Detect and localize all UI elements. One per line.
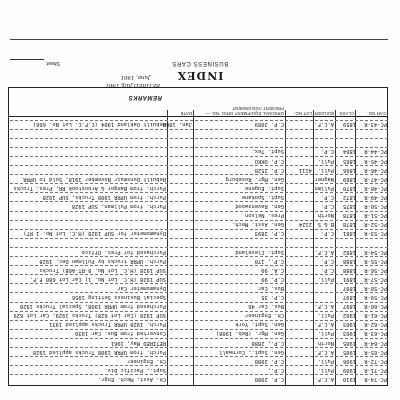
- cell-original-equipment: C.P. OKKO: [254, 157, 284, 164]
- cell-builder: A.C.F.: [314, 303, 334, 310]
- cell-original-equipment: Bus. Car: [258, 285, 284, 291]
- cell-builder: North: [317, 212, 334, 219]
- cell-original-equipment: C.P., 2880: [251, 339, 284, 346]
- cell-remarks: Dynamometer Car: [117, 285, 166, 291]
- cell-builder: Pull.: [317, 312, 334, 319]
- cell-remarks: Ch. Asst. Mech. Engr.: [97, 376, 166, 382]
- cell-builder: Pull.: [317, 275, 334, 282]
- cell-class: 1905: [343, 348, 356, 355]
- cell-remarks: Dynamometer for SUP 1928 (H.C. Lot No. 1 RT): [23, 230, 166, 237]
- sheet-label: Sheet: [46, 60, 60, 66]
- cell-remarks: Supt., Pacific Div.: [104, 366, 166, 373]
- cell-car-no: PC-48-R: [364, 184, 387, 191]
- cell-builder: C.P.: [321, 148, 334, 155]
- cell-remarks: Purch. from UPRR 1908 Trucks applied 1928: [32, 348, 166, 355]
- cell-car-no: PC-45-R: [364, 157, 387, 164]
- cell-car-no: PC-64-R: [364, 339, 387, 346]
- cell-original-equipment: C.P. 2080: [254, 376, 284, 382]
- cell-class: 1909: [343, 366, 356, 373]
- cell-remarks: Rebuilt Dunsmuir November 1918, Sold to UPRR: [23, 175, 166, 182]
- cell-class: 1903: [343, 330, 356, 337]
- cell-builder: Pull.: [317, 166, 334, 173]
- footer-rule: [10, 39, 388, 40]
- cell-remarks: Purchased from UPRR 1908, Special Trucks 1928: [19, 303, 166, 310]
- row-rule: [10, 120, 388, 121]
- header-date: DATE: [180, 111, 192, 116]
- table-row: [10, 265, 388, 275]
- cell-remarks: Purch. UPRR trucks by Pullman Dec. 1928: [39, 257, 166, 264]
- header-original-equipment: ORIGINAL EQUIPMENT ORIG. NO. — PRESENT ASSIGNMENT: [205, 106, 284, 116]
- table-row: [10, 128, 388, 138]
- header-class: CLASS: [339, 111, 354, 116]
- cell-builder: C.P.: [321, 194, 334, 200]
- cell-builder: A.C.F.: [314, 376, 334, 382]
- cell-builder: Pull.: [317, 157, 334, 164]
- cell-remarks: SUP 1928 (Car Lot 628) Trucks 1929, Car Lot 629: [13, 312, 166, 319]
- cell-class: 1870: [343, 184, 356, 191]
- cell-original-equipment: Supt. Cleveland: [235, 248, 284, 255]
- cell-class: 1910: [343, 376, 356, 382]
- table-row: [10, 374, 388, 384]
- table-row: [10, 228, 388, 238]
- sheet-number-line: [10, 59, 44, 60]
- cell-remarks: SUP 1928 (H.C. Lot No. 8-RT-A6B) Trucks: [39, 266, 166, 273]
- cell-remarks: Converted from Bus. Car 1930: [75, 330, 166, 337]
- cell-class: 1866: [343, 166, 356, 173]
- cell-original-equipment: Gen. Supt., Cornwall: [219, 348, 284, 355]
- cell-class: 1891: [343, 275, 356, 282]
- cell-remarks: SUP 1928 (H.C. Lot No. 1) Car Lot 680 F.F.: [29, 275, 166, 282]
- cell-car-no: PC-56-R: [364, 266, 387, 273]
- cell-remarks: Rebuilt Oakland 1904 (C.F.C. Lot No. 666): [32, 121, 166, 128]
- cell-original-equipment: Gen. Asst. Mech.: [232, 221, 284, 228]
- cell-remarks: Purch. from UPRR 1908 Trucks, SUP 1928: [42, 194, 166, 200]
- cell-lot: 4111: [299, 166, 312, 173]
- retired-note: RETIRED July, 1961: [105, 82, 160, 88]
- cell-class: 1902: [343, 312, 356, 319]
- cell-class: 1888: [343, 257, 356, 264]
- table-row: [10, 356, 388, 366]
- cell-original-equipment: C.P. 2089: [254, 121, 284, 128]
- cell-car-no: PC-65-R: [364, 348, 387, 355]
- cell-car-no: PC-52-R: [364, 221, 387, 228]
- cell-builder: Pull.: [317, 330, 334, 337]
- cell-original-equipment: Supt. Spokane: [241, 194, 284, 200]
- table-row: [10, 319, 388, 329]
- table-row: [10, 137, 388, 147]
- cell-original-equipment: Supt. Eugene: [245, 184, 284, 191]
- cell-original-equipment: Supt. Tex.: [251, 148, 284, 155]
- cell-builder: Pull.: [317, 357, 334, 364]
- cell-class: 1869: [343, 175, 356, 182]
- table-row: [10, 247, 388, 257]
- cell-class: 1897: [343, 303, 356, 310]
- cell-class: 1906: [343, 357, 356, 364]
- cell-original-equipment: C.P. 2893: [254, 230, 284, 237]
- table-row: [10, 274, 388, 284]
- cell-remarks: Ch. Engineer: [127, 357, 166, 364]
- cell-builder: C.P.: [321, 230, 334, 237]
- cell-builder: Wagner: [314, 175, 334, 182]
- cell-remarks: Purchased for Pres. Office: [81, 248, 166, 255]
- cell-car-no: PC-63-R: [364, 330, 387, 337]
- cell-car-no: PC-71-R: [364, 366, 387, 373]
- cell-car-no: PC-74-R: [364, 376, 387, 382]
- cell-class: 1878: [343, 212, 356, 219]
- retired-date-note: June, 1961: [120, 74, 150, 80]
- cell-builder: B & S: [317, 221, 334, 228]
- table-row: [10, 174, 388, 184]
- table-row: [10, 238, 388, 248]
- cell-class: 1897: [343, 285, 356, 291]
- cell-car-no: PC-53-R: [364, 230, 387, 237]
- cell-class: 1903: [343, 321, 356, 328]
- cell-original-equipment: Ch. Engineer: [245, 312, 284, 319]
- cell-class: 1875: [343, 203, 356, 210]
- table-row: [10, 201, 388, 211]
- table-row: [10, 147, 388, 157]
- table-row: [10, 210, 388, 220]
- cell-original-equipment: C.P. 35: [261, 294, 284, 301]
- cell-car-no: PC-58-R: [364, 285, 387, 291]
- cell-class: 1864: [343, 148, 356, 155]
- table-row: [10, 119, 388, 129]
- table-row: [10, 165, 388, 175]
- table-row: [10, 183, 388, 193]
- cell-car-no: PC-62-R: [364, 321, 387, 328]
- cell-car-no: PC-46-R: [364, 166, 387, 173]
- cell-car-no: PC-57-R: [364, 275, 387, 282]
- cell-remarks: Purch. from Pullman, SUP 1928: [71, 203, 166, 210]
- cell-original-equipment: C.P. 99: [261, 275, 284, 282]
- cell-builder: A.C.F.: [314, 248, 334, 255]
- cell-builder: C.P.: [321, 266, 334, 273]
- cell-car-no: PC-54-R: [364, 248, 387, 255]
- cell-builder: C.P.: [321, 203, 334, 210]
- cell-car-no: PC-51-R: [364, 212, 387, 219]
- cell-original-equipment: Gen. Supt. York: [235, 321, 284, 328]
- cell-builder: A.C.F.: [314, 321, 334, 328]
- cell-class: 1878: [343, 221, 356, 228]
- cell-car-no: PC-61-R: [364, 312, 387, 319]
- table-row: [10, 292, 388, 302]
- cell-class: 1865: [343, 157, 356, 164]
- table-row: [10, 347, 388, 357]
- cell-car-no: PC-49-R: [364, 194, 387, 200]
- cell-builder: Pullmn: [314, 184, 334, 191]
- table-row: [10, 156, 388, 166]
- cell-original-equipment: C.A. 99: [261, 266, 284, 273]
- table-row: [10, 338, 388, 348]
- cell-car-no: PC-43-R: [364, 121, 387, 128]
- cell-class: 1888: [343, 266, 356, 273]
- cell-builder: C.P.: [321, 257, 334, 264]
- cell-date: Jan. 1860: [162, 121, 192, 128]
- cell-class: 1872: [343, 194, 356, 200]
- cell-remarks: RETIRED May, 1961: [110, 339, 166, 346]
- header-lot: LOT NO.: [293, 111, 312, 116]
- cell-class: 1897: [343, 294, 356, 301]
- cell-car-no: PC-59-R: [364, 294, 387, 301]
- cell-class: 1881: [343, 230, 356, 237]
- header-builder: BUILDER: [314, 111, 334, 116]
- cell-remarks: Special Business Setting 1956: [71, 294, 166, 301]
- cell-original-equipment: Bus. Car 46: [248, 303, 284, 310]
- cell-original-equipment: C.P., 170: [254, 257, 284, 264]
- cell-original-equipment: C.P. 2080: [254, 357, 284, 364]
- table-row: [10, 256, 388, 266]
- cell-builder: A.C.F.: [314, 348, 334, 355]
- page-title: INDEX: [176, 69, 224, 82]
- cell-lot: 2124: [299, 221, 312, 228]
- cell-original-equipment: Pres. Nelson: [245, 212, 284, 219]
- cell-builder: North: [317, 339, 334, 346]
- table-row: [10, 301, 388, 311]
- table-row: [10, 329, 388, 339]
- cell-builder: Pull.: [317, 366, 334, 373]
- cell-car-no: PC-72-R: [364, 357, 387, 364]
- table-row: [10, 219, 388, 229]
- cell-class: 1859: [343, 121, 356, 128]
- table-row: [10, 283, 388, 293]
- cell-car-no: PC-44-R: [364, 148, 387, 155]
- cell-car-no: PC-50-R: [364, 203, 387, 210]
- header-remarks: REMARKS: [128, 94, 162, 100]
- cell-remarks: Purch. 1928 UPRR Trucks applied 1931: [49, 321, 166, 328]
- cell-car-no: PC-47-R: [364, 175, 387, 182]
- table-row: [10, 310, 388, 320]
- cell-remarks: Purch. from Bangor & Aroostook RR, Pres. Trucks: [13, 184, 166, 191]
- cell-class: 1882: [343, 248, 356, 255]
- cell-original-equipment: Gen. Mgr. Roseburg: [225, 175, 284, 182]
- table-row: [10, 192, 388, 202]
- cell-original-equipment: C.P. 2520: [254, 166, 284, 173]
- page-subtitle: BUSINESS CARS: [171, 60, 229, 66]
- table-row: [10, 365, 388, 375]
- cell-original-equipment: Gen. Ravenswood: [235, 203, 284, 210]
- header-car-no: CAR NO.: [367, 111, 386, 116]
- cell-car-no: PC-55-R: [364, 257, 387, 264]
- cell-original-equipment: C.P.,: [267, 366, 284, 373]
- cell-original-equipment: Gen. Mgr. (Reb. 1908): [215, 330, 284, 337]
- cell-class: 1905: [343, 339, 356, 346]
- cell-car-no: PC-60-R: [364, 303, 387, 310]
- cell-builder: A.C.F.: [314, 121, 334, 128]
